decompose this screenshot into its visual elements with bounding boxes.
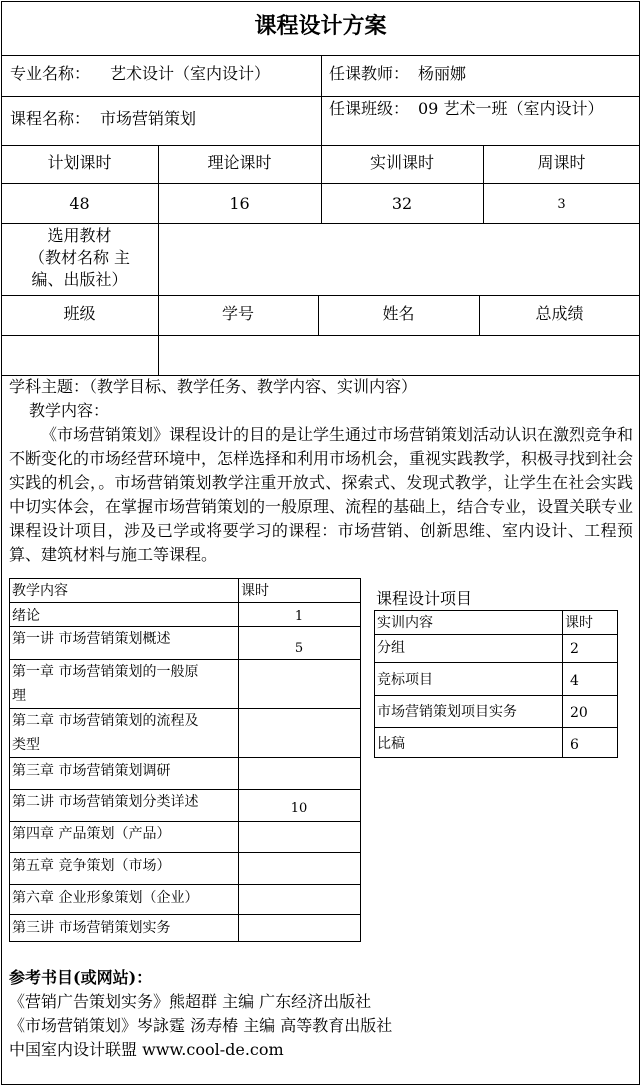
hours-theory: 16 [229, 194, 250, 213]
textbook-label-line: 编、出版社） [31, 270, 128, 289]
grades-header-class: 班级 [63, 304, 96, 323]
references-heading: 参考书目(或网站)： [9, 968, 153, 987]
content-table-header-item: 教学内容 [12, 583, 68, 599]
table-row-hours: 1 [294, 609, 304, 624]
divider [321, 55, 322, 145]
table-border [374, 695, 618, 696]
teacher-label: 任课教师： [329, 64, 410, 83]
table-row: 第三章 市场营销策划调研 [12, 763, 171, 779]
table-border [617, 610, 618, 757]
table-row: 第三讲 市场营销策划实务 [12, 920, 171, 936]
table-row: 第一讲 市场营销策划概述 [12, 631, 171, 647]
table-border [9, 602, 361, 603]
table-row: 第一章 市场营销策划的一般原 [12, 664, 199, 680]
table-row: 分组 [377, 640, 405, 656]
table-border [9, 578, 361, 579]
table-border [360, 578, 361, 941]
hours-header-planned: 计划课时 [47, 153, 112, 172]
major-value: 艺术设计（室内设计） [110, 64, 271, 83]
subject-heading: 学科主题：（教学目标、教学任务、教学内容、实训内容） [9, 377, 418, 396]
table-row-hours: 6 [570, 737, 579, 753]
table-border [9, 789, 361, 790]
table-border [9, 884, 361, 885]
project-table-header-item: 实训内容 [377, 615, 433, 631]
table-row: 第四章 产品策划（产品） [12, 826, 171, 842]
table-border [9, 757, 361, 758]
table-border [9, 708, 361, 709]
grades-header-id: 学号 [221, 304, 254, 323]
hours-weekly: 3 [557, 197, 566, 212]
table-row-hours: 4 [570, 673, 579, 689]
table-border [374, 757, 618, 758]
table-row-continued: 理 [12, 688, 26, 704]
table-border [374, 727, 618, 728]
table-border [9, 852, 361, 853]
hours-header-weekly: 周课时 [537, 153, 586, 172]
table-border [374, 610, 618, 611]
reference-item: 《营销广告策划实务》熊超群 主编 广东经济出版社 [9, 992, 372, 1011]
table-border [9, 578, 10, 941]
divider [158, 223, 159, 295]
table-row: 竞标项目 [377, 672, 433, 688]
divider [1, 96, 640, 97]
reference-item: 中国室内设计联盟 www.cool-de.com [9, 1040, 284, 1059]
project-table-caption: 课程设计项目 [376, 589, 473, 608]
textbook-label-line: 选用教材 [47, 226, 112, 245]
table-row: 市场营销策划项目实务 [377, 704, 517, 720]
table-row-hours: 2 [570, 641, 579, 657]
grades-header-total: 总成绩 [535, 304, 584, 323]
table-border [9, 821, 361, 822]
table-border [9, 914, 361, 915]
subject-paragraph: 《市场营销策划》课程设计的目的是让学生通过市场营销策划活动认识在激烈竞争和不断变化的市场经营环境中，怎样选择和利用市场机会，重视实践教学，积极寻找到社会实践的机会，。市场营销策划教学注重开放式、探索式、发现式教学，让学生在社会实践中切实体会，在掌握市场营销策划的一般原理、流程的基础上，结合专业，设置关联专业课程设计项目，涉及已学或将要学习的课程：市场营销、创新思维、室内设计、工程预算、建筑材料与施工等课程。 [9, 425, 634, 564]
table-row: 第二章 市场营销策划的流程及 [12, 713, 199, 729]
major-label: 专业名称： [10, 64, 91, 83]
table-row: 第二讲 市场营销策划分类详述 [12, 794, 199, 810]
subject-content-label: 教学内容： [29, 401, 110, 420]
table-row: 第五章 竞争策划（市场） [12, 858, 171, 874]
table-border [9, 659, 361, 660]
class-value: 09 艺术一班（室内设计） [418, 99, 604, 118]
table-border [374, 610, 375, 757]
divider [1, 223, 640, 224]
table-border [374, 634, 618, 635]
hours-header-theory: 理论课时 [207, 153, 272, 172]
table-row-hours: 10 [290, 801, 308, 816]
divider [1, 295, 640, 296]
table-border [374, 662, 618, 663]
hours-header-practice: 实训课时 [369, 153, 434, 172]
course-value: 市场营销策划 [100, 109, 197, 128]
divider [1, 183, 640, 184]
table-border [238, 578, 239, 941]
page-title: 课程设计方案 [254, 14, 387, 39]
table-row: 绪论 [12, 608, 40, 624]
table-border [9, 941, 361, 942]
table-row-continued: 类型 [12, 737, 40, 753]
table-row-hours: 5 [294, 641, 304, 656]
teacher-value: 杨丽娜 [418, 64, 467, 83]
divider [1, 335, 640, 336]
class-label: 任课班级： [329, 99, 410, 118]
divider [1, 375, 640, 376]
hours-planned: 48 [69, 194, 90, 213]
course-label: 课程名称： [10, 109, 91, 128]
reference-item: 《市场营销策划》岑詠霆 汤寿椿 主编 高等教育出版社 [9, 1016, 393, 1035]
table-row: 比稿 [377, 736, 405, 752]
project-table-header-hours: 课时 [565, 615, 593, 631]
hours-practice: 32 [391, 194, 413, 213]
textbook-label-line: （教材名称 主 [28, 248, 131, 267]
table-border [9, 626, 361, 627]
grades-header-name: 姓名 [382, 304, 415, 323]
table-row-hours: 20 [570, 705, 588, 721]
table-row: 第六章 企业形象策划（企业） [12, 890, 199, 906]
table-border [562, 610, 563, 757]
content-table-header-hours: 课时 [241, 583, 269, 599]
